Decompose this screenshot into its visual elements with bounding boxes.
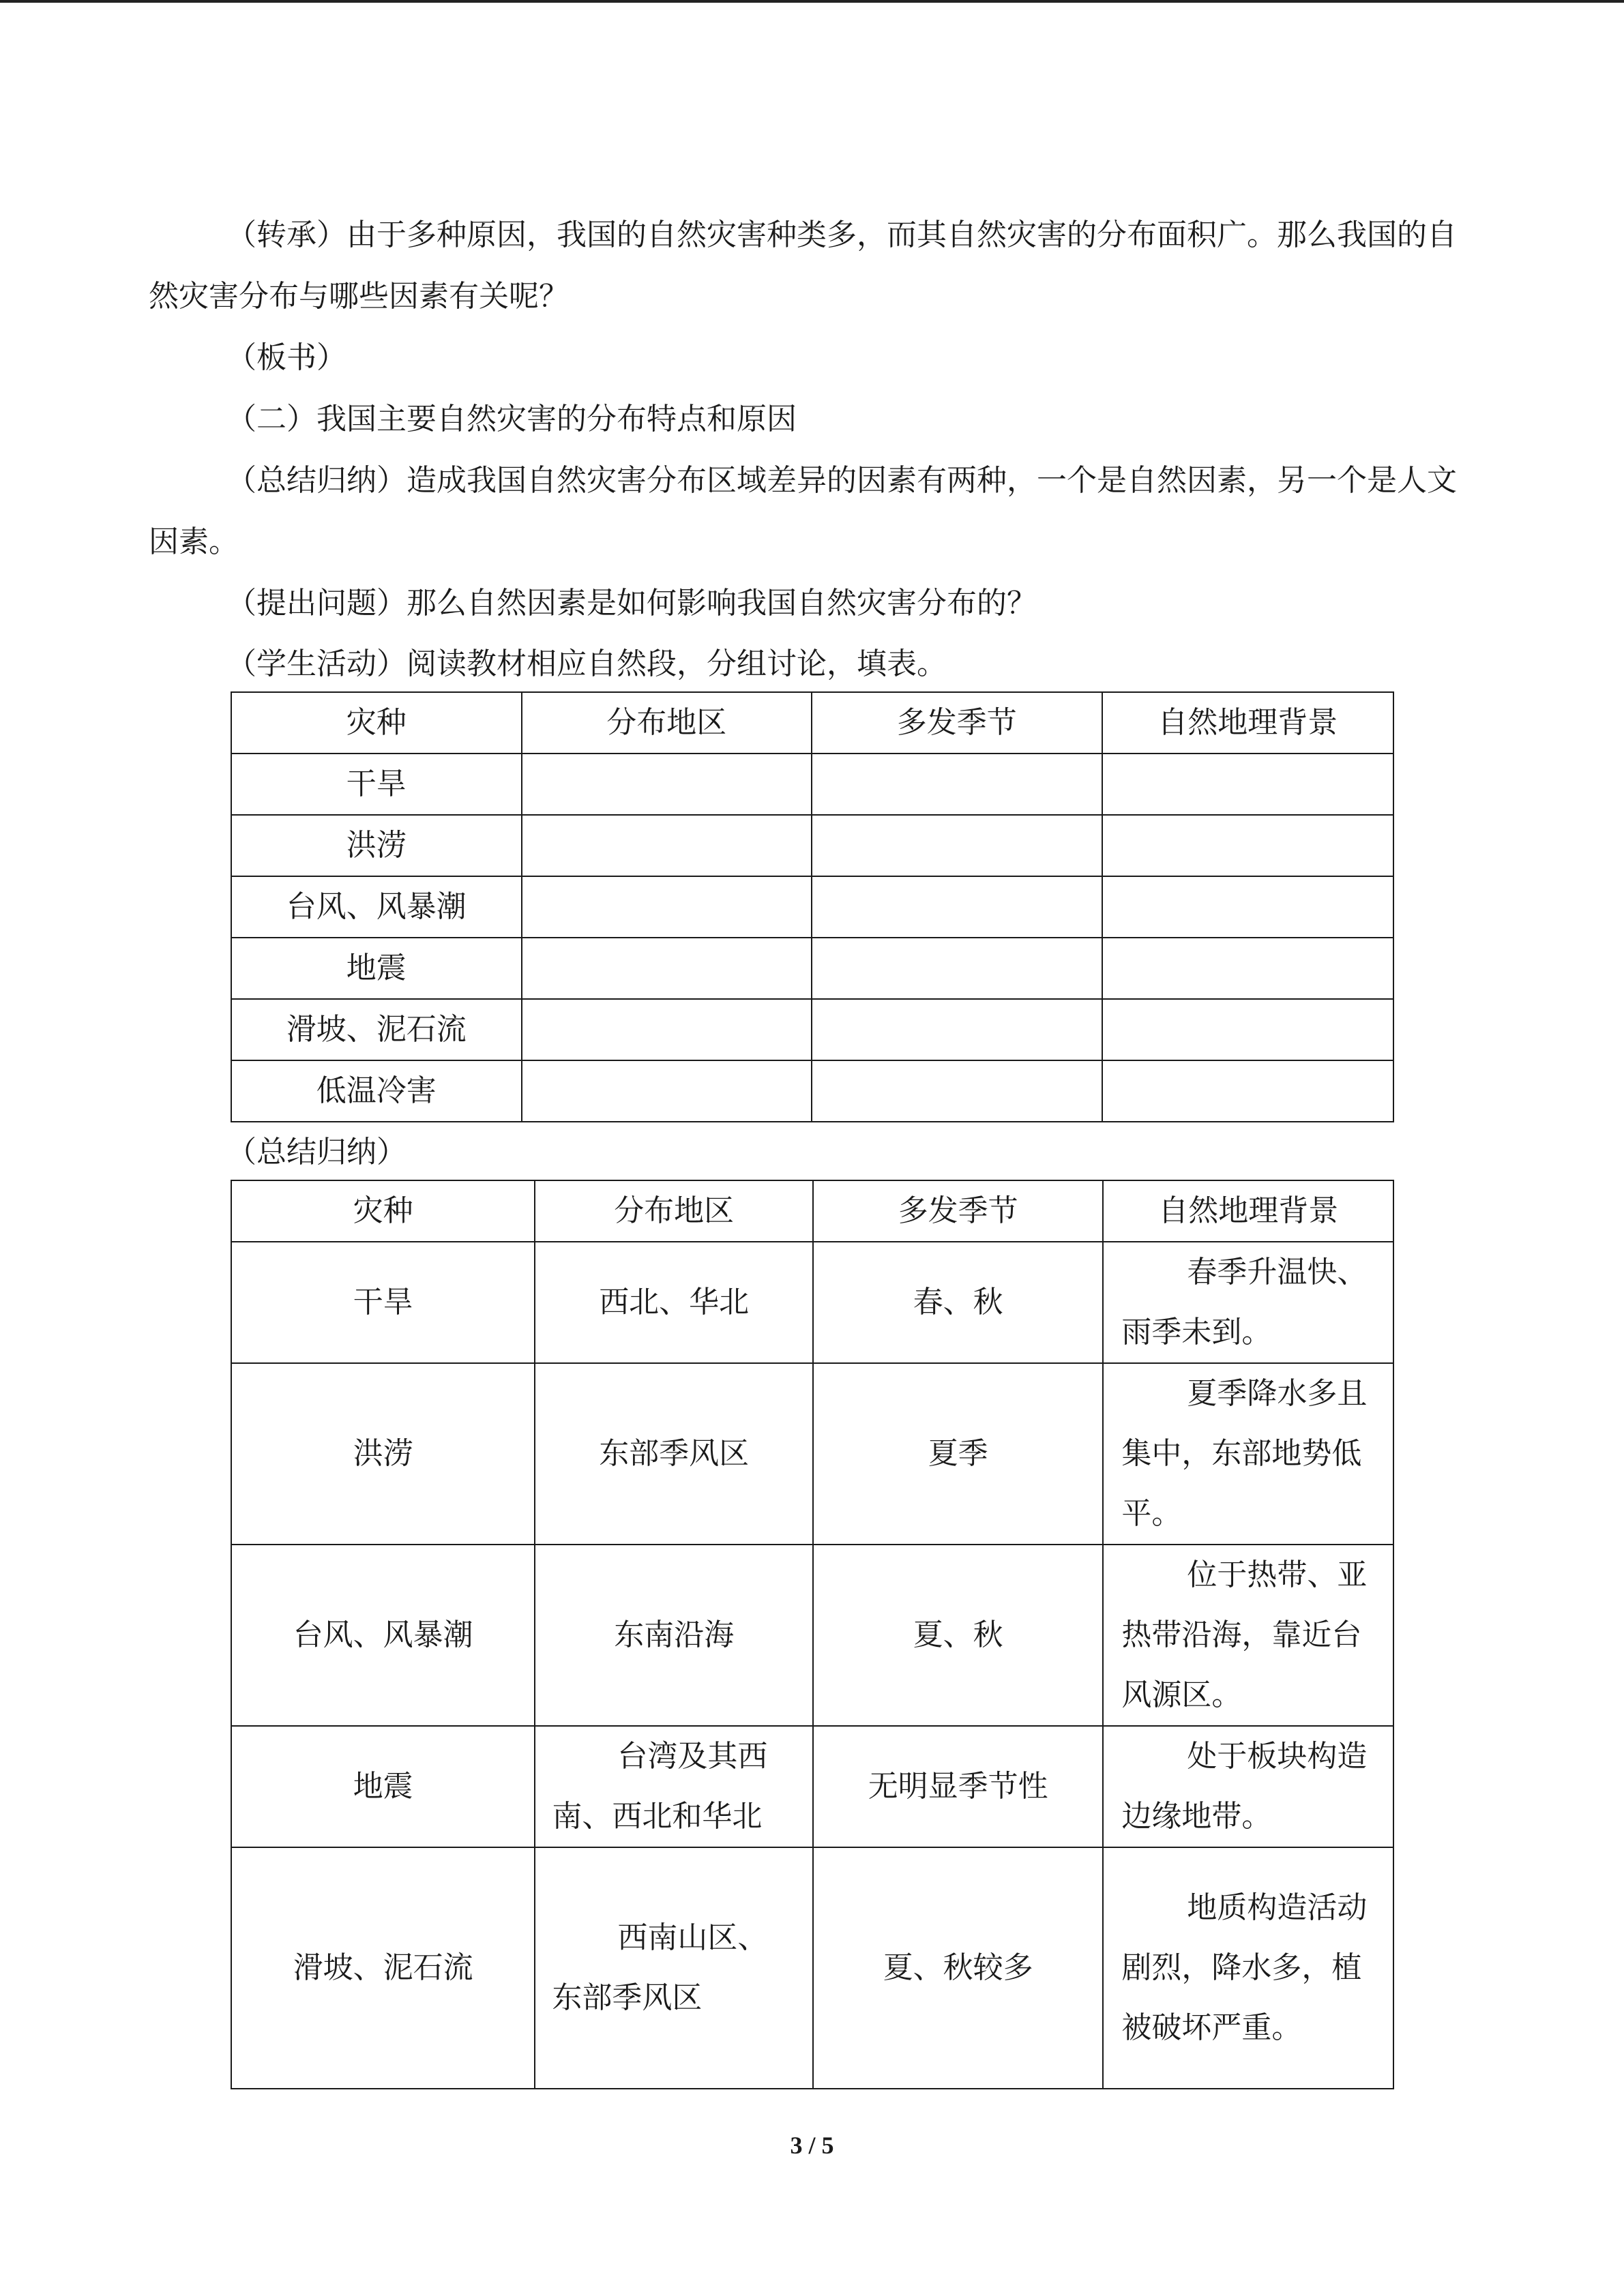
cell-region bbox=[522, 754, 812, 815]
cell-region bbox=[522, 815, 812, 876]
cell-background bbox=[1102, 938, 1393, 999]
header-disaster-type: 灾种 bbox=[231, 1180, 535, 1242]
table-row bbox=[231, 815, 1393, 876]
cell-disaster-type: 地震 bbox=[231, 938, 522, 999]
top-border-line bbox=[0, 0, 1624, 3]
cell-season: 春、秋 bbox=[813, 1242, 1103, 1363]
cell-region bbox=[522, 938, 812, 999]
cell-season bbox=[812, 754, 1102, 815]
table-row bbox=[231, 1060, 1393, 1122]
table-row bbox=[231, 1242, 1393, 1363]
header-background: 自然地理背景 bbox=[1102, 692, 1393, 754]
table-row bbox=[231, 1545, 1393, 1726]
cell-region: 台湾及其西南、西北和华北 bbox=[535, 1726, 813, 1847]
blank-disaster-table bbox=[231, 691, 1394, 1122]
cell-background: 夏季降水多且集中，东部地势低平。 bbox=[1103, 1363, 1393, 1545]
cell-background: 处于板块构造边缘地带。 bbox=[1103, 1726, 1393, 1847]
cell-season bbox=[812, 938, 1102, 999]
cell-region: 东南沿海 bbox=[535, 1545, 813, 1726]
table-row bbox=[231, 1363, 1393, 1545]
paragraph-transition: （转承）由于多种原因，我国的自然灾害种类多，而其自然灾害的分布面积广。那么我国的自然灾害分布与哪些因素有关呢？ bbox=[149, 218, 1457, 314]
cell-background bbox=[1102, 876, 1393, 938]
header-region: 分布地区 bbox=[535, 1180, 813, 1242]
summary-label: （总结归纳） bbox=[226, 1135, 407, 1169]
cell-disaster-type: 滑坡、泥石流 bbox=[231, 1847, 535, 2089]
table-row bbox=[231, 876, 1393, 938]
header-season: 多发季节 bbox=[812, 692, 1102, 754]
cell-background: 位于热带、亚热带沿海，靠近台风源区。 bbox=[1103, 1545, 1393, 1726]
cell-background: 春季升温快、雨季未到。 bbox=[1103, 1242, 1393, 1363]
cell-disaster-type: 低温冷害 bbox=[231, 1060, 522, 1122]
cell-background: 地质构造活动剧烈，降水多，植被破坏严重。 bbox=[1103, 1847, 1393, 2089]
cell-disaster-type: 洪涝 bbox=[231, 1363, 535, 1545]
table-row bbox=[231, 1726, 1393, 1847]
cell-background bbox=[1102, 754, 1393, 815]
cell-region: 西北、华北 bbox=[535, 1242, 813, 1363]
cell-season bbox=[812, 999, 1102, 1060]
paragraph-section-heading: （二）我国主要自然灾害的分布特点和原因 bbox=[226, 402, 797, 436]
table-row bbox=[231, 754, 1393, 815]
cell-season: 夏、秋 bbox=[813, 1545, 1103, 1726]
paragraph-student-activity: （学生活动）阅读教材相应自然段，分组讨论，填表。 bbox=[226, 646, 947, 681]
page-number: 3 / 5 bbox=[790, 2132, 834, 2159]
cell-region bbox=[522, 1060, 812, 1122]
cell-season: 无明显季节性 bbox=[813, 1726, 1103, 1847]
cell-region: 西南山区、东部季风区 bbox=[535, 1847, 813, 2089]
table-header-row bbox=[231, 692, 1393, 754]
cell-disaster-type: 干旱 bbox=[231, 1242, 535, 1363]
cell-disaster-type: 洪涝 bbox=[231, 815, 522, 876]
header-season: 多发季节 bbox=[813, 1180, 1103, 1242]
document-page bbox=[149, 205, 1458, 2089]
cell-season: 夏、秋较多 bbox=[813, 1847, 1103, 2089]
cell-background bbox=[1102, 1060, 1393, 1122]
paragraph-summary: （总结归纳）造成我国自然灾害分布区域差异的因素有两种，一个是自然因素，另一个是人文因素。 bbox=[149, 463, 1457, 559]
table-row bbox=[231, 999, 1393, 1060]
cell-region bbox=[522, 876, 812, 938]
summary-disaster-table bbox=[231, 1180, 1394, 2089]
paragraph-question: （提出问题）那么自然因素是如何影响我国自然灾害分布的？ bbox=[226, 586, 1037, 621]
table-header-row bbox=[231, 1180, 1393, 1242]
header-disaster-type: 灾种 bbox=[231, 692, 522, 754]
cell-season bbox=[812, 1060, 1102, 1122]
cell-disaster-type: 干旱 bbox=[231, 754, 522, 815]
cell-disaster-type: 地震 bbox=[231, 1726, 535, 1847]
cell-disaster-type: 台风、风暴潮 bbox=[231, 876, 522, 938]
cell-disaster-type: 台风、风暴潮 bbox=[231, 1545, 535, 1726]
cell-season bbox=[812, 876, 1102, 938]
cell-region: 东部季风区 bbox=[535, 1363, 813, 1545]
table-row bbox=[231, 1847, 1393, 2089]
header-background: 自然地理背景 bbox=[1103, 1180, 1393, 1242]
table-row bbox=[231, 938, 1393, 999]
cell-background bbox=[1102, 815, 1393, 876]
cell-season bbox=[812, 815, 1102, 876]
cell-season: 夏季 bbox=[813, 1363, 1103, 1545]
paragraph-blackboard: （板书） bbox=[226, 340, 346, 375]
cell-disaster-type: 滑坡、泥石流 bbox=[231, 999, 522, 1060]
header-region: 分布地区 bbox=[522, 692, 812, 754]
cell-region bbox=[522, 999, 812, 1060]
cell-background bbox=[1102, 999, 1393, 1060]
